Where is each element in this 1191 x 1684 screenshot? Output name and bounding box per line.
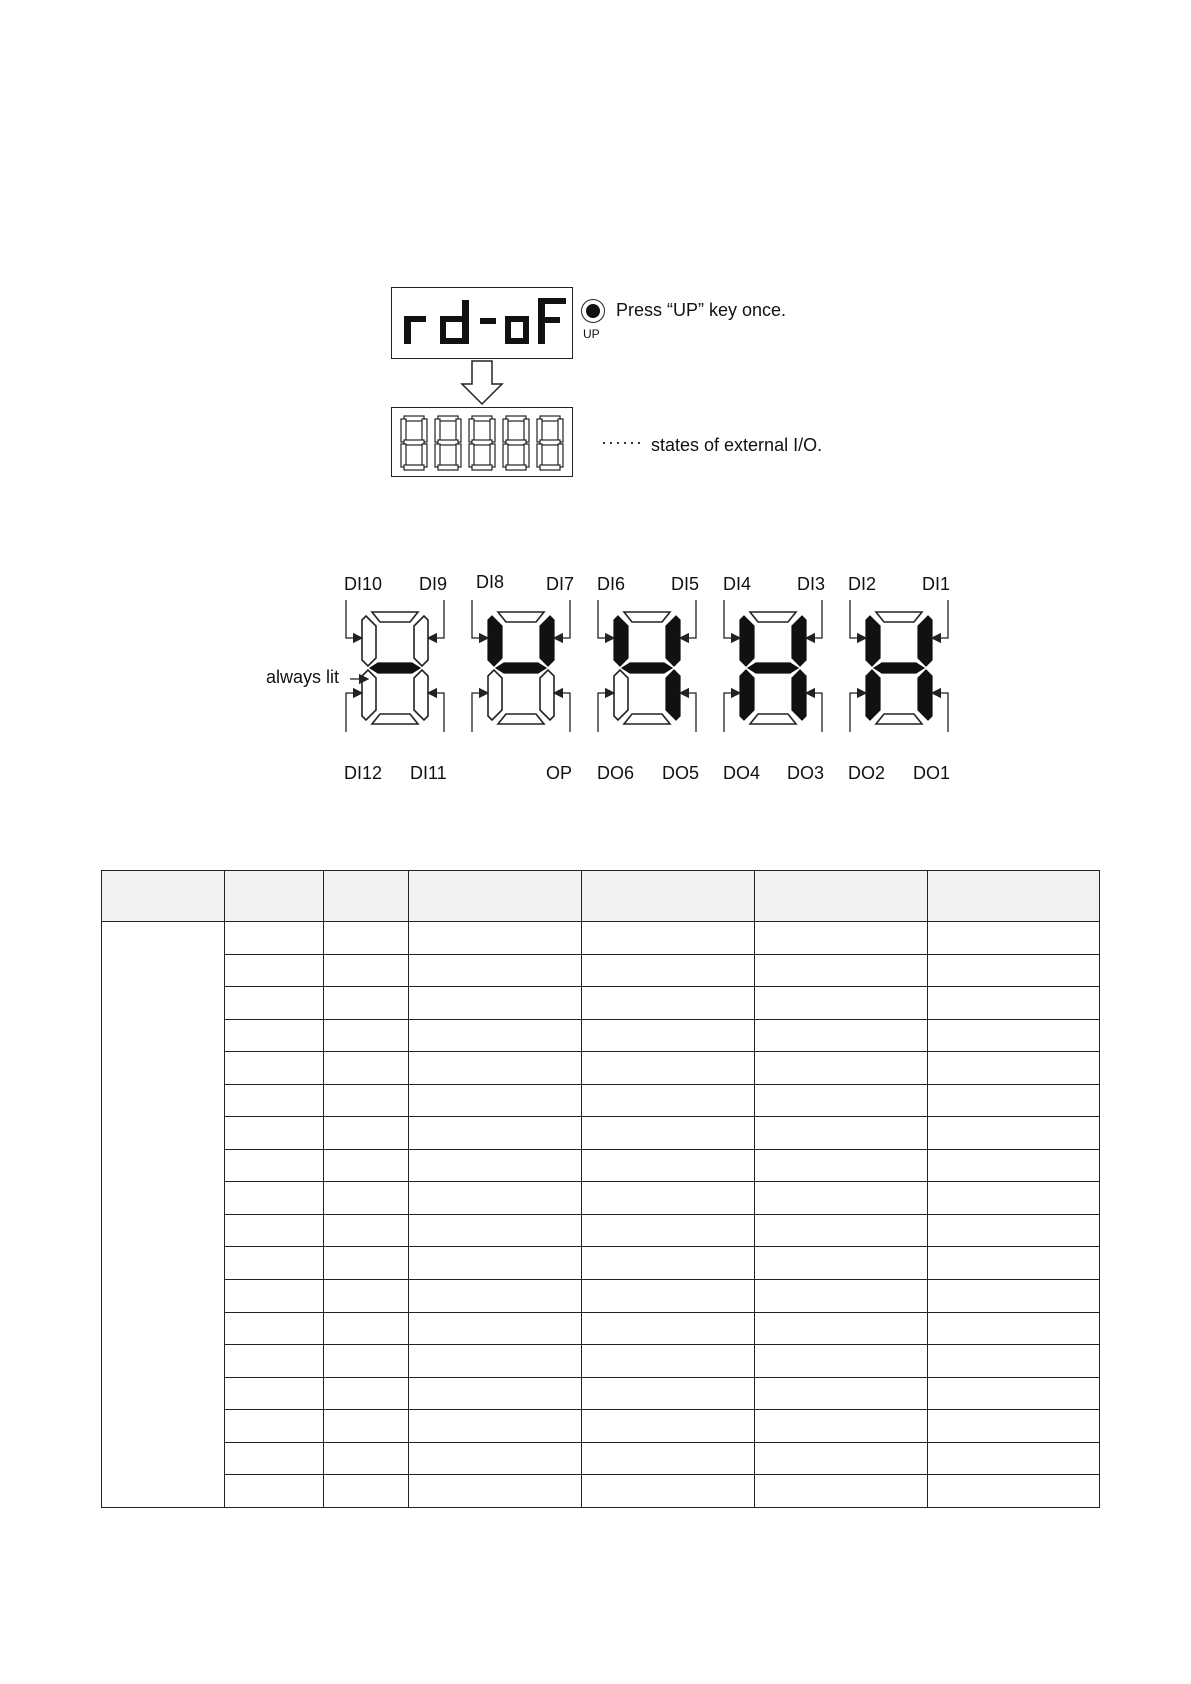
table-cell	[225, 954, 324, 987]
table-row	[102, 1377, 1100, 1410]
table-cell	[225, 1345, 324, 1378]
table-cell	[582, 1084, 755, 1117]
table-cell	[324, 954, 409, 987]
table-cell	[324, 1182, 409, 1215]
table-cell	[928, 1214, 1100, 1247]
table-cell	[324, 1312, 409, 1345]
table-cell	[409, 987, 582, 1020]
table-cell	[409, 1280, 582, 1313]
table-cell	[755, 1280, 928, 1313]
table-row	[102, 1442, 1100, 1475]
table-cell	[225, 987, 324, 1020]
label-do1: DO1	[913, 763, 951, 783]
table-cell	[755, 1345, 928, 1378]
up-key-instruction: Press “UP” key once.	[616, 300, 787, 320]
table-cell	[409, 1149, 582, 1182]
table-cell	[409, 1442, 582, 1475]
table-group-cell	[102, 922, 225, 1508]
table-cell	[928, 1052, 1100, 1085]
table-cell	[582, 1214, 755, 1247]
io-dots: ······	[601, 432, 643, 452]
table-cell	[225, 1052, 324, 1085]
table-cell	[582, 1442, 755, 1475]
table-cell	[928, 1149, 1100, 1182]
label-di6: DI6	[597, 574, 626, 594]
table-row	[102, 1052, 1100, 1085]
label-di1: DI1	[922, 574, 951, 594]
label-do3: DO3	[787, 763, 825, 783]
table-header-cell	[928, 871, 1100, 922]
table-row	[102, 987, 1100, 1020]
table-cell	[755, 1247, 928, 1280]
table-cell	[755, 922, 928, 955]
table-row	[102, 1182, 1100, 1215]
table-cell	[755, 1117, 928, 1150]
table-cell	[324, 1377, 409, 1410]
label-di9: DI9	[419, 574, 448, 594]
table-cell	[755, 1019, 928, 1052]
table-cell	[324, 1442, 409, 1475]
table-cell	[755, 987, 928, 1020]
table-row	[102, 1149, 1100, 1182]
table-cell	[928, 1410, 1100, 1443]
table-cell	[409, 1377, 582, 1410]
table-cell	[582, 1345, 755, 1378]
table-cell	[409, 1019, 582, 1052]
table-cell	[755, 1182, 928, 1215]
label-do5: DO5	[662, 763, 700, 783]
table-cell	[225, 1247, 324, 1280]
table-row	[102, 922, 1100, 955]
table-header-row	[102, 871, 1100, 922]
table-cell	[582, 1312, 755, 1345]
segment-mapping-diagram	[0, 0, 1191, 820]
table-cell	[225, 1182, 324, 1215]
table-cell	[582, 1182, 755, 1215]
table-header-cell	[102, 871, 225, 922]
table-cell	[755, 1052, 928, 1085]
table-cell	[928, 1019, 1100, 1052]
table-row	[102, 1345, 1100, 1378]
table-cell	[928, 1247, 1100, 1280]
table-cell	[582, 1377, 755, 1410]
table-row	[102, 1475, 1100, 1508]
table-cell	[582, 954, 755, 987]
digit-4	[740, 612, 806, 724]
table-cell	[582, 1019, 755, 1052]
label-do4: DO4	[723, 763, 761, 783]
table-cell	[755, 954, 928, 987]
label-do6: DO6	[597, 763, 635, 783]
table-cell	[755, 1442, 928, 1475]
table-cell	[409, 1117, 582, 1150]
table-cell	[928, 1280, 1100, 1313]
table-cell	[755, 1475, 928, 1508]
digit-3	[614, 612, 680, 724]
label-di12: DI12	[344, 763, 383, 783]
label-do2: DO2	[848, 763, 886, 783]
table-cell	[928, 987, 1100, 1020]
table-cell	[928, 1084, 1100, 1117]
table-cell	[324, 1052, 409, 1085]
label-di11: DI11	[410, 763, 447, 783]
table-cell	[324, 1019, 409, 1052]
table-cell	[928, 1442, 1100, 1475]
table-row	[102, 1117, 1100, 1150]
table-cell	[225, 922, 324, 955]
label-di2: DI2	[848, 574, 877, 594]
io-table	[101, 870, 1100, 1508]
label-di10: DI10	[344, 574, 383, 594]
table-cell	[928, 1345, 1100, 1378]
table-cell	[324, 1475, 409, 1508]
table-cell	[324, 987, 409, 1020]
table-cell	[225, 1149, 324, 1182]
table-cell	[582, 1052, 755, 1085]
table-header-cell	[409, 871, 582, 922]
table-row	[102, 1084, 1100, 1117]
table-cell	[928, 922, 1100, 955]
table-cell	[409, 1475, 582, 1508]
table-row	[102, 1019, 1100, 1052]
table-row	[102, 954, 1100, 987]
digit-2	[488, 612, 554, 724]
table-cell	[928, 1377, 1100, 1410]
table-row	[102, 1214, 1100, 1247]
table-cell	[324, 1280, 409, 1313]
table-cell	[225, 1084, 324, 1117]
table-cell	[225, 1019, 324, 1052]
table-cell	[582, 1280, 755, 1313]
table-cell	[409, 1182, 582, 1215]
table-row	[102, 1247, 1100, 1280]
label-di5: DI5	[671, 574, 700, 594]
table-cell	[755, 1149, 928, 1182]
digit-1	[362, 612, 428, 724]
table-header-cell	[755, 871, 928, 922]
table-cell	[582, 987, 755, 1020]
table-cell	[409, 1410, 582, 1443]
up-key-label: UP	[583, 327, 600, 341]
table-cell	[582, 1410, 755, 1443]
table-row	[102, 1410, 1100, 1443]
table-cell	[409, 1247, 582, 1280]
table-cell	[582, 1117, 755, 1150]
table-cell	[409, 954, 582, 987]
table-cell	[928, 954, 1100, 987]
table-cell	[225, 1377, 324, 1410]
table-cell	[409, 1084, 582, 1117]
table-header-cell	[582, 871, 755, 922]
label-always-lit: always lit	[266, 667, 340, 687]
table-cell	[582, 1149, 755, 1182]
table-cell	[324, 1345, 409, 1378]
table-cell	[755, 1312, 928, 1345]
table-cell	[225, 1214, 324, 1247]
table-cell	[409, 922, 582, 955]
table-cell	[324, 1149, 409, 1182]
table-cell	[409, 1052, 582, 1085]
table-cell	[409, 1214, 582, 1247]
table-cell	[928, 1117, 1100, 1150]
label-di4: DI4	[723, 574, 752, 594]
table-cell	[582, 922, 755, 955]
table-cell	[324, 1117, 409, 1150]
label-di3: DI3	[797, 574, 826, 594]
table-cell	[755, 1084, 928, 1117]
label-di8: DI8	[476, 572, 505, 592]
digit-5	[866, 612, 932, 724]
table-cell	[225, 1410, 324, 1443]
table-cell	[324, 922, 409, 955]
table-cell	[324, 1247, 409, 1280]
table-cell	[582, 1247, 755, 1280]
table-cell	[225, 1442, 324, 1475]
io-caption: states of external I/O.	[651, 435, 823, 455]
table-cell	[225, 1312, 324, 1345]
table-cell	[225, 1117, 324, 1150]
table-cell	[225, 1280, 324, 1313]
table-cell	[928, 1182, 1100, 1215]
table-cell	[928, 1475, 1100, 1508]
table-cell	[225, 1475, 324, 1508]
table-cell	[409, 1312, 582, 1345]
table-cell	[755, 1214, 928, 1247]
table-row	[102, 1280, 1100, 1313]
table-header-cell	[225, 871, 324, 922]
table-cell	[928, 1312, 1100, 1345]
table-cell	[582, 1475, 755, 1508]
label-di7: DI7	[546, 574, 575, 594]
table-cell	[324, 1214, 409, 1247]
table-row	[102, 1312, 1100, 1345]
table-cell	[324, 1410, 409, 1443]
table-cell	[755, 1410, 928, 1443]
table-header-cell	[324, 871, 409, 922]
label-op: OP	[546, 763, 573, 783]
table-cell	[324, 1084, 409, 1117]
table-cell	[409, 1345, 582, 1378]
table-cell	[755, 1377, 928, 1410]
